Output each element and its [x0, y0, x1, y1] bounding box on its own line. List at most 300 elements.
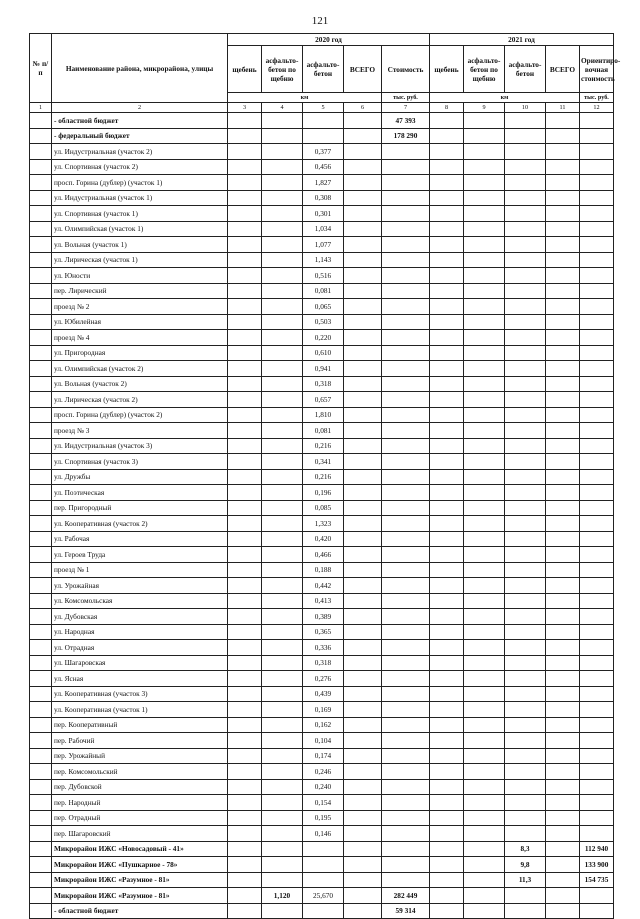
asphalt-2020: 0,420 [303, 531, 344, 547]
gravel-2021 [430, 144, 464, 160]
row-number-cell [30, 407, 52, 423]
gravel-2021 [430, 361, 464, 377]
row-number-cell [30, 469, 52, 485]
asphalt-on-gravel-2020 [262, 221, 303, 237]
column-number: 5 [303, 103, 344, 113]
approx-cost-2021 [580, 206, 614, 222]
gravel-2020 [228, 826, 262, 842]
total-2021 [546, 314, 580, 330]
gravel-2020 [228, 500, 262, 516]
asphalt-2020 [303, 841, 344, 857]
street-name: ул. Юности [52, 268, 228, 284]
total-2020 [344, 330, 382, 346]
total-2021 [546, 252, 580, 268]
cost-2020 [382, 733, 430, 749]
total-2021 [546, 748, 580, 764]
row-number-cell [30, 159, 52, 175]
asphalt-on-gravel-2021 [464, 531, 505, 547]
approx-cost-2021 [580, 299, 614, 315]
gravel-2020 [228, 268, 262, 284]
row-number-cell [30, 206, 52, 222]
row-number-cell [30, 252, 52, 268]
table-row [30, 826, 614, 842]
total-2020 [344, 175, 382, 191]
table-row [30, 376, 614, 392]
street-name: ул. Пригородная [52, 345, 228, 361]
total-2021 [546, 810, 580, 826]
approx-cost-2021 [580, 748, 614, 764]
asphalt-2020: 0,442 [303, 578, 344, 594]
total-2021 [546, 764, 580, 780]
asphalt-2021 [505, 903, 546, 919]
asphalt-2020: 0,196 [303, 485, 344, 501]
header-year-2021: 2021 год [430, 34, 614, 46]
asphalt-2021 [505, 113, 546, 129]
asphalt-on-gravel-2020 [262, 190, 303, 206]
unit-km-2021: км [430, 93, 580, 103]
asphalt-on-gravel-2021 [464, 609, 505, 625]
table-row [30, 841, 614, 857]
asphalt-on-gravel-2020 [262, 113, 303, 129]
asphalt-2020 [303, 128, 344, 144]
cost-2020 [382, 314, 430, 330]
asphalt-2020: 0,162 [303, 717, 344, 733]
asphalt-2021 [505, 733, 546, 749]
table-row [30, 640, 614, 656]
table-row [30, 423, 614, 439]
asphalt-on-gravel-2021 [464, 237, 505, 253]
cost-2020 [382, 206, 430, 222]
asphalt-2021 [505, 748, 546, 764]
cost-2020 [382, 717, 430, 733]
asphalt-on-gravel-2020 [262, 795, 303, 811]
table-row [30, 392, 614, 408]
asphalt-2021 [505, 717, 546, 733]
asphalt-on-gravel-2021 [464, 888, 505, 904]
gravel-2021 [430, 376, 464, 392]
asphalt-2021: 8,3 [505, 841, 546, 857]
approx-cost-2021 [580, 485, 614, 501]
approx-cost-2021 [580, 376, 614, 392]
total-2021 [546, 299, 580, 315]
street-name: Микрорайон ИЖС «Разумное - 81» [52, 872, 228, 888]
total-2021 [546, 841, 580, 857]
gravel-2020 [228, 392, 262, 408]
row-number-cell [30, 175, 52, 191]
asphalt-on-gravel-2020 [262, 717, 303, 733]
asphalt-on-gravel-2021 [464, 857, 505, 873]
table-row [30, 175, 614, 191]
gravel-2020 [228, 516, 262, 532]
total-2021 [546, 578, 580, 594]
total-2021 [546, 903, 580, 919]
street-name: пер. Кооперативный [52, 717, 228, 733]
asphalt-on-gravel-2020 [262, 826, 303, 842]
total-2021 [546, 500, 580, 516]
cost-2020 [382, 686, 430, 702]
total-2020 [344, 686, 382, 702]
gravel-2021 [430, 841, 464, 857]
asphalt-on-gravel-2021 [464, 206, 505, 222]
gravel-2020 [228, 128, 262, 144]
gravel-2020 [228, 547, 262, 563]
approx-cost-2021 [580, 733, 614, 749]
total-2021 [546, 717, 580, 733]
cost-2020 [382, 454, 430, 470]
street-name: ул. Вольная (участок 2) [52, 376, 228, 392]
asphalt-on-gravel-2021 [464, 764, 505, 780]
asphalt-2020: 0,081 [303, 423, 344, 439]
gravel-2021 [430, 795, 464, 811]
total-2020 [344, 857, 382, 873]
asphalt-2021 [505, 330, 546, 346]
header-asphalt-2020: асфальто-бетон [303, 46, 344, 93]
street-name: пер. Народный [52, 795, 228, 811]
total-2021 [546, 516, 580, 532]
approx-cost-2021 [580, 903, 614, 919]
table-row [30, 562, 614, 578]
asphalt-2020: 0,318 [303, 655, 344, 671]
total-2021 [546, 113, 580, 129]
total-2021 [546, 361, 580, 377]
asphalt-on-gravel-2021 [464, 392, 505, 408]
header-asphalt-on-gravel-2020: асфальто-бетон по щебню [262, 46, 303, 93]
gravel-2020 [228, 485, 262, 501]
total-2020 [344, 826, 382, 842]
asphalt-2020: 0,941 [303, 361, 344, 377]
asphalt-on-gravel-2021 [464, 469, 505, 485]
total-2020 [344, 144, 382, 160]
asphalt-on-gravel-2020 [262, 159, 303, 175]
total-2020 [344, 345, 382, 361]
cost-2020 [382, 330, 430, 346]
column-number: 3 [228, 103, 262, 113]
asphalt-on-gravel-2021 [464, 872, 505, 888]
column-number: 10 [505, 103, 546, 113]
asphalt-2021 [505, 190, 546, 206]
asphalt-2020: 0,065 [303, 299, 344, 315]
cost-2020 [382, 764, 430, 780]
total-2021 [546, 671, 580, 687]
gravel-2021 [430, 407, 464, 423]
asphalt-on-gravel-2020 [262, 206, 303, 222]
street-name: проезд № 4 [52, 330, 228, 346]
table-row [30, 655, 614, 671]
asphalt-2020: 0,240 [303, 779, 344, 795]
table-row [30, 795, 614, 811]
street-name: ул. Кооперативная (участок 1) [52, 702, 228, 718]
approx-cost-2021 [580, 268, 614, 284]
total-2020 [344, 779, 382, 795]
asphalt-on-gravel-2021 [464, 252, 505, 268]
table-row [30, 330, 614, 346]
approx-cost-2021 [580, 609, 614, 625]
asphalt-2021 [505, 764, 546, 780]
street-name: ул. Олимпийская (участок 2) [52, 361, 228, 377]
gravel-2021 [430, 857, 464, 873]
asphalt-on-gravel-2021 [464, 516, 505, 532]
gravel-2021 [430, 330, 464, 346]
approx-cost-2021 [580, 888, 614, 904]
gravel-2020 [228, 717, 262, 733]
row-number-cell [30, 748, 52, 764]
asphalt-on-gravel-2021 [464, 655, 505, 671]
total-2020 [344, 299, 382, 315]
table-row [30, 190, 614, 206]
asphalt-2021 [505, 810, 546, 826]
asphalt-on-gravel-2021 [464, 733, 505, 749]
asphalt-2021 [505, 888, 546, 904]
asphalt-2021 [505, 686, 546, 702]
asphalt-on-gravel-2021 [464, 500, 505, 516]
total-2021 [546, 624, 580, 640]
street-name: ул. Спортивная (участок 2) [52, 159, 228, 175]
asphalt-2021 [505, 655, 546, 671]
cost-2020 [382, 175, 430, 191]
gravel-2020 [228, 640, 262, 656]
approx-cost-2021: 112 940 [580, 841, 614, 857]
asphalt-on-gravel-2020 [262, 175, 303, 191]
cost-2020 [382, 516, 430, 532]
row-number-cell [30, 190, 52, 206]
asphalt-2021: 11,3 [505, 872, 546, 888]
cost-2020 [382, 469, 430, 485]
asphalt-2020: 0,276 [303, 671, 344, 687]
table-row [30, 485, 614, 501]
row-number-cell [30, 640, 52, 656]
cost-2020 [382, 547, 430, 563]
total-2021 [546, 733, 580, 749]
asphalt-on-gravel-2020 [262, 237, 303, 253]
asphalt-on-gravel-2020 [262, 640, 303, 656]
approx-cost-2021 [580, 593, 614, 609]
page-number: 121 [311, 15, 329, 27]
table-row [30, 500, 614, 516]
table-row [30, 252, 614, 268]
approx-cost-2021 [580, 516, 614, 532]
asphalt-on-gravel-2020 [262, 392, 303, 408]
street-name: просп. Горина (дублер) (участок 1) [52, 175, 228, 191]
total-2020 [344, 717, 382, 733]
asphalt-on-gravel-2020 [262, 407, 303, 423]
cost-2020 [382, 190, 430, 206]
asphalt-on-gravel-2021 [464, 671, 505, 687]
asphalt-on-gravel-2020 [262, 485, 303, 501]
gravel-2020 [228, 221, 262, 237]
gravel-2020 [228, 407, 262, 423]
asphalt-on-gravel-2021 [464, 221, 505, 237]
approx-cost-2021 [580, 113, 614, 129]
asphalt-on-gravel-2020 [262, 562, 303, 578]
gravel-2020 [228, 795, 262, 811]
asphalt-2020: 0,301 [303, 206, 344, 222]
asphalt-2020: 0,466 [303, 547, 344, 563]
unit-rub-2020: тыс. руб. [382, 93, 430, 103]
table-row [30, 314, 614, 330]
asphalt-on-gravel-2020 [262, 252, 303, 268]
table-row [30, 578, 614, 594]
asphalt-2020: 0,081 [303, 283, 344, 299]
cost-2020 [382, 252, 430, 268]
approx-cost-2021 [580, 717, 614, 733]
approx-cost-2021 [580, 330, 614, 346]
total-2020 [344, 500, 382, 516]
total-2021 [546, 237, 580, 253]
table-row [30, 857, 614, 873]
gravel-2020 [228, 175, 262, 191]
asphalt-2020: 1,323 [303, 516, 344, 532]
table-row [30, 872, 614, 888]
street-name: ул. Юбилейная [52, 314, 228, 330]
total-2021 [546, 392, 580, 408]
table-row [30, 361, 614, 377]
asphalt-2020: 0,413 [303, 593, 344, 609]
approx-cost-2021 [580, 392, 614, 408]
asphalt-on-gravel-2020 [262, 330, 303, 346]
asphalt-2020: 0,220 [303, 330, 344, 346]
gravel-2020 [228, 624, 262, 640]
approx-cost-2021 [580, 159, 614, 175]
asphalt-2021 [505, 128, 546, 144]
asphalt-on-gravel-2020 [262, 764, 303, 780]
street-name: ул. Дубовская [52, 609, 228, 625]
total-2021 [546, 609, 580, 625]
total-2021 [546, 423, 580, 439]
gravel-2021 [430, 469, 464, 485]
header-total-2020: ВСЕГО [344, 46, 382, 93]
street-name: Микрорайон ИЖС «Новосадовый - 41» [52, 841, 228, 857]
asphalt-on-gravel-2021 [464, 578, 505, 594]
approx-cost-2021 [580, 128, 614, 144]
asphalt-on-gravel-2020 [262, 314, 303, 330]
gravel-2021 [430, 547, 464, 563]
asphalt-2021 [505, 407, 546, 423]
total-2020 [344, 640, 382, 656]
row-number-cell [30, 857, 52, 873]
header-asphalt-2021: асфальто-бетон [505, 46, 546, 93]
table-row [30, 531, 614, 547]
asphalt-2020: 1,077 [303, 237, 344, 253]
asphalt-2021 [505, 562, 546, 578]
total-2021 [546, 485, 580, 501]
asphalt-on-gravel-2020 [262, 454, 303, 470]
cost-2020 [382, 562, 430, 578]
cost-2020 [382, 237, 430, 253]
gravel-2020 [228, 810, 262, 826]
cost-2020 [382, 857, 430, 873]
approx-cost-2021 [580, 671, 614, 687]
approx-cost-2021: 154 735 [580, 872, 614, 888]
table-row [30, 779, 614, 795]
asphalt-2021 [505, 159, 546, 175]
approx-cost-2021 [580, 810, 614, 826]
table-row [30, 547, 614, 563]
street-name: ул. Рабочая [52, 531, 228, 547]
gravel-2020 [228, 686, 262, 702]
asphalt-2020: 0,336 [303, 640, 344, 656]
asphalt-2020: 0,308 [303, 190, 344, 206]
cost-2020 [382, 268, 430, 284]
total-2020 [344, 795, 382, 811]
row-number-cell [30, 438, 52, 454]
row-number-cell [30, 779, 52, 795]
approx-cost-2021 [580, 345, 614, 361]
gravel-2021 [430, 872, 464, 888]
street-name: ул. Олимпийская (участок 1) [52, 221, 228, 237]
asphalt-2021 [505, 671, 546, 687]
cost-2020 [382, 159, 430, 175]
asphalt-on-gravel-2021 [464, 361, 505, 377]
header-number: № п/п [30, 34, 52, 103]
approx-cost-2021 [580, 454, 614, 470]
total-2020 [344, 655, 382, 671]
row-number-cell [30, 888, 52, 904]
asphalt-on-gravel-2021 [464, 299, 505, 315]
asphalt-on-gravel-2021 [464, 903, 505, 919]
gravel-2021 [430, 454, 464, 470]
approx-cost-2021 [580, 702, 614, 718]
cost-2020 [382, 795, 430, 811]
gravel-2021 [430, 748, 464, 764]
asphalt-2020: 0,503 [303, 314, 344, 330]
row-number-cell [30, 500, 52, 516]
header-total-2021: ВСЕГО [546, 46, 580, 93]
column-number: 9 [464, 103, 505, 113]
cost-2020 [382, 144, 430, 160]
header-gravel-2020: щебень [228, 46, 262, 93]
approx-cost-2021 [580, 779, 614, 795]
gravel-2021 [430, 190, 464, 206]
row-number-cell [30, 128, 52, 144]
street-name: пер. Лирический [52, 283, 228, 299]
gravel-2020 [228, 531, 262, 547]
approx-cost-2021 [580, 252, 614, 268]
asphalt-on-gravel-2020 [262, 903, 303, 919]
table-row [30, 454, 614, 470]
cost-2020 [382, 283, 430, 299]
gravel-2020 [228, 159, 262, 175]
gravel-2020 [228, 237, 262, 253]
table-row [30, 717, 614, 733]
street-name: пер. Комсомольский [52, 764, 228, 780]
gravel-2021 [430, 888, 464, 904]
approx-cost-2021: 133 900 [580, 857, 614, 873]
total-2021 [546, 206, 580, 222]
street-name: ул. Лирическая (участок 2) [52, 392, 228, 408]
total-2021 [546, 795, 580, 811]
asphalt-on-gravel-2021 [464, 562, 505, 578]
table-row [30, 671, 614, 687]
approx-cost-2021 [580, 562, 614, 578]
asphalt-on-gravel-2021 [464, 144, 505, 160]
asphalt-on-gravel-2020 [262, 516, 303, 532]
asphalt-2021 [505, 299, 546, 315]
approx-cost-2021 [580, 190, 614, 206]
cost-2020 [382, 578, 430, 594]
total-2021 [546, 593, 580, 609]
asphalt-2020: 0,216 [303, 469, 344, 485]
approx-cost-2021 [580, 531, 614, 547]
cost-2020 [382, 376, 430, 392]
gravel-2020 [228, 779, 262, 795]
approx-cost-2021 [580, 438, 614, 454]
cost-2020 [382, 810, 430, 826]
column-number: 12 [580, 103, 614, 113]
gravel-2021 [430, 779, 464, 795]
street-name: пер. Урожайный [52, 748, 228, 764]
total-2020 [344, 159, 382, 175]
row-number-cell [30, 547, 52, 563]
